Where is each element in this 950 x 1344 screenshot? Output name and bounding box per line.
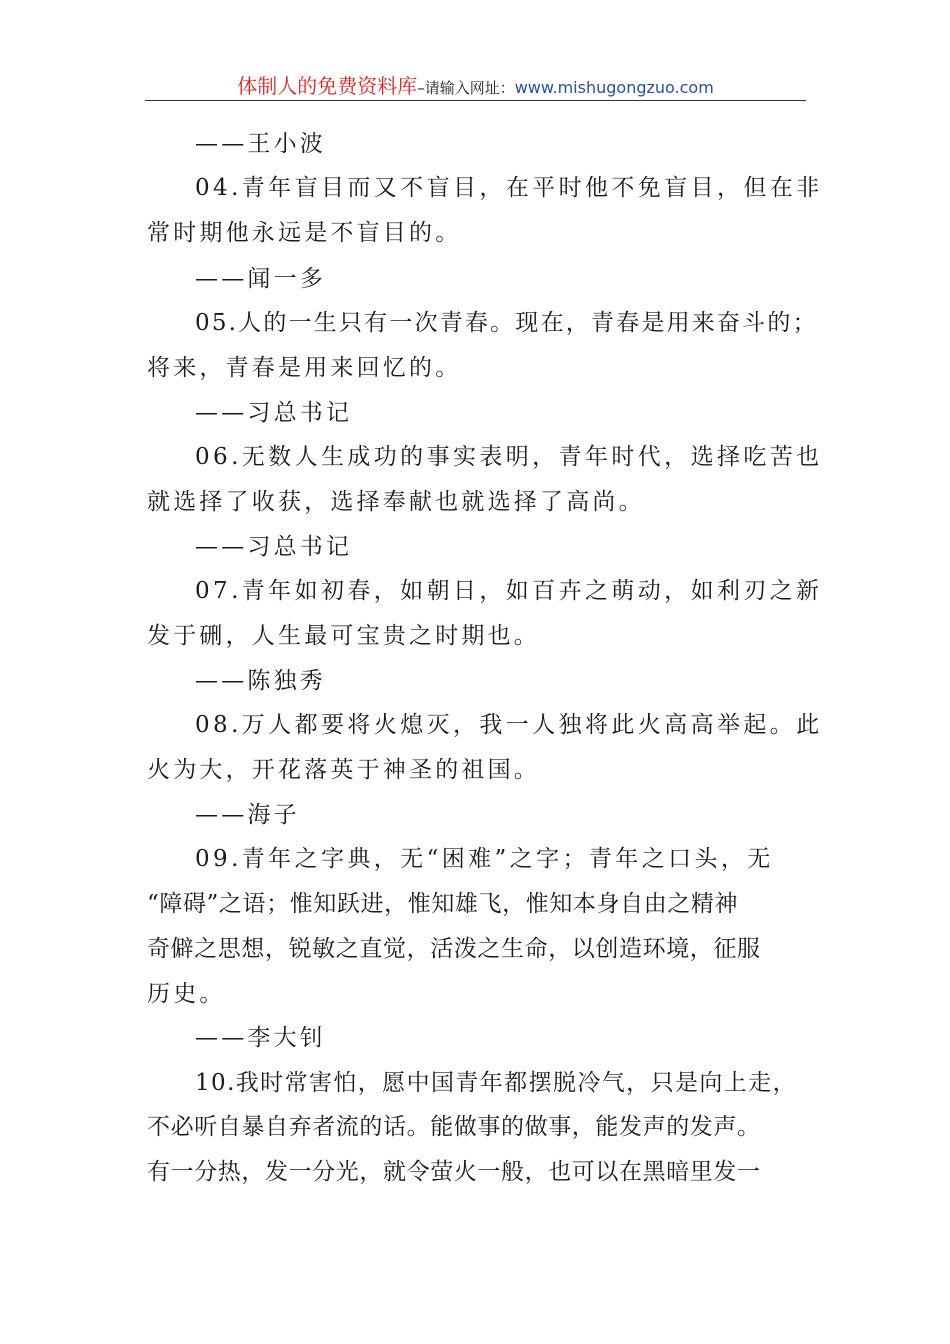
- attribution: ——陈独秀: [195, 668, 326, 694]
- header-url-prompt: –请输入网址：: [417, 79, 515, 97]
- header-brand: 体制人的免费资料库: [237, 74, 418, 98]
- quote-line: 发于硎，人生最可宝贵之时期也。: [147, 623, 540, 649]
- quote-line: 不必听自暴自弃者流的话。能做事的做事，能发声的发声。: [147, 1114, 761, 1140]
- quote-line: “障碍”之语；惟知跃进，惟知雄飞，惟知本身自由之精神: [147, 891, 739, 917]
- quote-line: 05.人的一生只有一次青春。现在，青春是用来奋斗的；: [195, 310, 818, 336]
- attribution: ——习总书记: [195, 534, 353, 560]
- quote-line: 将来，青春是用来回忆的。: [147, 355, 462, 381]
- quote-line: 08.万人都要将火熄灭，我一人独将此火高高举起。此: [195, 712, 823, 738]
- quote-line: 常时期他永远是不盲目的。: [147, 220, 462, 246]
- quote-line: 有一分热，发一分光，就令萤火一般，也可以在黑暗里发一: [147, 1159, 761, 1185]
- quote-line: 07.青年如初春，如朝日，如百卉之萌动，如利刃之新: [195, 578, 823, 604]
- attribution: ——海子: [195, 802, 300, 828]
- quote-line: 奇僻之思想，锐敏之直觉，活泼之生命，以创造环境，征服: [147, 936, 761, 962]
- header-url-link[interactable]: www.mishugongzuo.com: [514, 78, 714, 97]
- quote-line: 10.我时常害怕，愿中国青年都摆脱冷气，只是向上走，: [195, 1070, 797, 1096]
- attribution: ——习总书记: [195, 400, 353, 426]
- attribution: ——王小波: [195, 131, 326, 157]
- page-header: [145, 70, 806, 101]
- quote-line: 04.青年盲目而又不盲目，在平时他不免盲目，但在非: [195, 175, 823, 201]
- attribution: ——闻一多: [195, 266, 326, 292]
- quote-line: 火为大，开花落英于神圣的祖国。: [147, 757, 540, 783]
- quote-line: 09.青年之字典，无“困难”之字；青年之口头，无: [195, 846, 774, 872]
- quote-line: 就选择了收获，选择奉献也就选择了高尚。: [147, 489, 645, 515]
- quote-line: 06.无数人生成功的事实表明，青年时代，选择吃苦也: [195, 444, 823, 470]
- quote-line: 历史。: [147, 981, 226, 1007]
- attribution: ——李大钊: [195, 1025, 326, 1051]
